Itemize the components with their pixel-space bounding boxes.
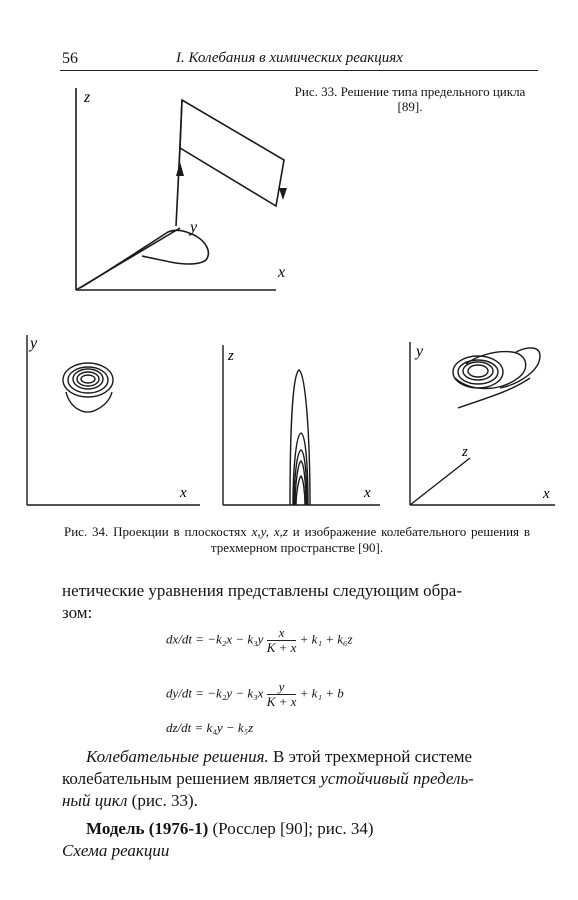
para2-title: Колебательные решения. xyxy=(86,747,269,766)
panel3-orbit xyxy=(468,365,488,377)
model-rest: (Росслер [90]; рис. 34) xyxy=(208,819,374,838)
panel1-tail xyxy=(66,392,112,412)
panel2-label-z: z xyxy=(228,348,234,364)
fig33-label-z: z xyxy=(84,89,91,106)
figure-33-caption: Рис. 33. Решение типа предельного цикла [89]. xyxy=(294,84,526,114)
panel3-orbit xyxy=(453,356,503,388)
para2-line1 xyxy=(86,746,472,768)
fig33-limit-cycle xyxy=(80,100,284,288)
running-head: I. Колебания в химических реакциях xyxy=(176,50,403,66)
para1-line1: нетические уравнения представлены следующим обра- xyxy=(62,581,463,600)
page-number: 56 xyxy=(62,50,78,67)
fig33-label-y: y xyxy=(190,219,198,236)
fig33-arrow-up xyxy=(176,162,184,176)
panel2-label-x: x xyxy=(364,485,371,501)
cap34-planes: x,y, x,z xyxy=(251,524,288,539)
panel3-z-axis xyxy=(410,458,470,505)
panel1-label-x: x xyxy=(180,485,187,501)
model-heading xyxy=(86,818,374,840)
fig34-panel1 xyxy=(27,335,200,505)
fig34-panel3 xyxy=(410,342,555,505)
fig33-cycle-left-edge xyxy=(180,100,182,148)
eq2-rhs: + k₁ + b xyxy=(299,685,344,701)
para2-line2-b: устойчивый предель- xyxy=(320,769,474,788)
para2-line3-a: ный цикл xyxy=(62,791,128,810)
para2-line2 xyxy=(62,768,474,790)
cap34-suffix: и изображение колебательного решения в трехмерном пространстве [90]. xyxy=(210,524,530,555)
para1-line2: зом: xyxy=(62,603,93,622)
para2-line2-a: колебательным решением является xyxy=(62,769,321,788)
eq2-num: y xyxy=(278,679,285,694)
eq2-fraction xyxy=(267,680,297,709)
panel2-orbit xyxy=(296,476,305,505)
para2-line3-b: (рис. 33). xyxy=(127,791,198,810)
panel3-label-x: x xyxy=(543,486,550,502)
eq2-den: K + x xyxy=(266,694,297,709)
panel3-label-y: y xyxy=(416,343,424,360)
para2-line1-rest: В этой трехмерной системе xyxy=(268,747,473,766)
eq1-rhs: + k₁ + k₆z xyxy=(299,631,353,647)
eq1-den: K + x xyxy=(266,640,297,655)
eq1-fraction xyxy=(267,626,297,655)
equation-3: dz/dt = k₄y − k₅z xyxy=(166,720,254,735)
cap34-prefix: Рис. 34. Проекции в плоскостях xyxy=(64,524,252,539)
fig33-arrow-down xyxy=(279,188,287,200)
eq1-num: x xyxy=(278,625,285,640)
panel3-label-z: z xyxy=(462,444,468,460)
fig33-label-x: x xyxy=(278,264,286,281)
fig34-panel2 xyxy=(223,345,380,505)
panel1-orbit xyxy=(81,375,95,383)
eq1-lhs: dx/dt = −k₂x − k₃y xyxy=(166,631,264,647)
para2-line3 xyxy=(62,790,198,812)
scheme-heading: Схема реакции xyxy=(62,841,170,860)
equation-2 xyxy=(166,680,344,709)
figure-34-caption xyxy=(64,524,530,556)
panel1-orbit xyxy=(63,363,113,397)
fig33-axes xyxy=(76,88,276,290)
panel1-label-y: y xyxy=(30,335,38,352)
model-title: Модель (1976-1) xyxy=(86,819,209,838)
equation-1 xyxy=(166,626,353,655)
eq2-lhs: dy/dt = −k₂y − k₃x xyxy=(166,685,264,701)
